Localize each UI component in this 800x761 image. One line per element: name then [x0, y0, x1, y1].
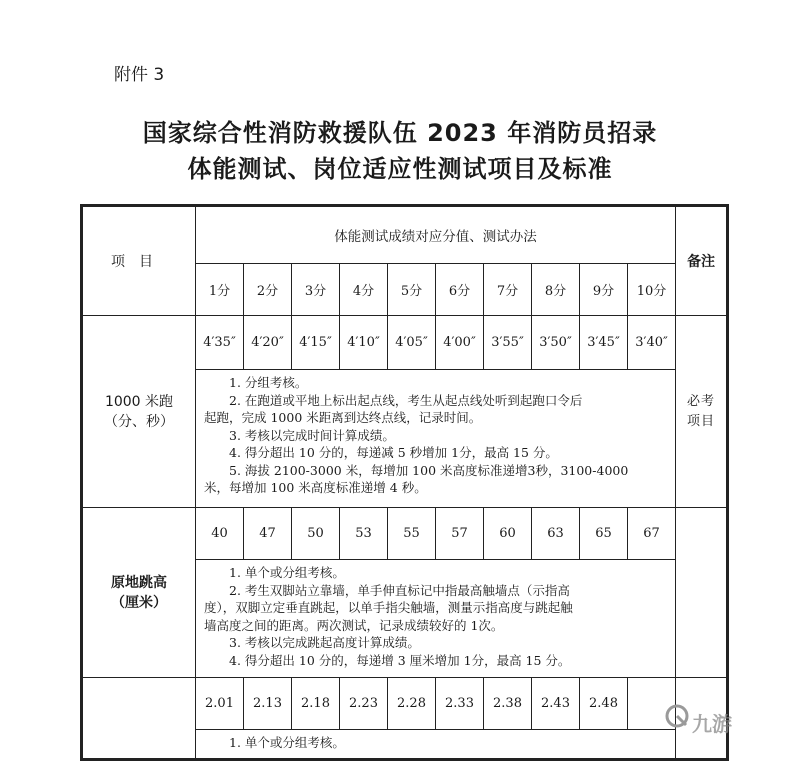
value-cell: 40 [196, 508, 244, 560]
item-note-run: 必考 项目 [676, 316, 728, 508]
item-name-jump: 原地跳高 （厘米） [82, 508, 196, 678]
score-cell: 9分 [580, 264, 628, 316]
value-cell: 55 [388, 508, 436, 560]
jump-values-row [82, 508, 728, 560]
run-values-row [82, 316, 728, 370]
value-cell: 2.38 [484, 678, 532, 730]
item-name-row3 [82, 678, 196, 760]
value-cell: 2.01 [196, 678, 244, 730]
value-cell: 4′15″ [292, 316, 340, 370]
method-line: 墙高度之间的距离。两次测试，记录成绩较好的 1次。 [204, 617, 504, 633]
item-name-run: 1000 米跑 （分、秒） [82, 316, 196, 508]
score-cell: 5分 [388, 264, 436, 316]
score-cell: 2分 [244, 264, 292, 316]
score-cell: 10分 [628, 264, 676, 316]
method-line: 4. 得分超出 10 分的，每递减 5 秒增加 1分，最高 15 分。 [229, 445, 558, 460]
method-run [196, 370, 676, 508]
value-cell: 65 [580, 508, 628, 560]
method-line: 起跑，完成 1000 米距离到达终点线，记录时间。 [204, 410, 482, 425]
method-line: 1. 分组考核。 [229, 375, 308, 390]
value-cell: 63 [532, 508, 580, 560]
value-cell: 2.43 [532, 678, 580, 730]
value-cell: 67 [628, 508, 676, 560]
method-line: 2. 在跑道或平地上标出起点线，考生从起点线处听到起跑口令后 [229, 392, 583, 408]
score-cell: 6分 [436, 264, 484, 316]
method-line: 米，每增加 100 米高度标准递增 4 秒。 [204, 480, 427, 495]
method-row3 [196, 730, 676, 760]
method-line: 4. 得分超出 10 分的，每递增 3 厘米增加 1分，最高 15 分。 [229, 652, 571, 668]
value-cell: 2.18 [292, 678, 340, 730]
score-cell: 7分 [484, 264, 532, 316]
value-cell: 4′00″ [436, 316, 484, 370]
method-line: 度），双脚立定垂直跳起，以单手指尖触墙，测量示指高度与跳起触 [204, 600, 573, 615]
value-cell: 50 [292, 508, 340, 560]
attachment-label: 附件 3 [114, 65, 165, 85]
header-main: 体能测试成绩对应分值、测试办法 [196, 206, 676, 264]
value-cell: 4′20″ [244, 316, 292, 370]
value-cell: 47 [244, 508, 292, 560]
value-cell: 3′55″ [484, 316, 532, 370]
watermark-text: 九游 [692, 712, 732, 736]
value-cell: 2.13 [244, 678, 292, 730]
watermark-logo-icon [664, 703, 690, 729]
value-cell: 53 [340, 508, 388, 560]
value-cell: 4′35″ [196, 316, 244, 370]
row3-values-row [82, 678, 728, 730]
score-cell: 4分 [340, 264, 388, 316]
method-line: 2. 考生双脚站立靠墙，单手伸直标记中指最高触墙点（示指高 [229, 582, 570, 598]
value-cell: 2.28 [388, 678, 436, 730]
method-line: 1. 单个或分组考核。 [229, 565, 345, 580]
method-line: 3. 考核以完成时间计算成绩。 [229, 427, 395, 443]
value-cell: 2.33 [436, 678, 484, 730]
document-title-line1: 国家综合性消防救援队伍 2023 年消防员招录 [142, 119, 658, 147]
value-cell: 3′45″ [580, 316, 628, 370]
item-note-jump [676, 508, 728, 678]
value-cell: 60 [484, 508, 532, 560]
value-cell: 3′50″ [532, 316, 580, 370]
value-cell: 3′40″ [628, 316, 676, 370]
method-jump [196, 560, 676, 678]
standards-table [80, 204, 729, 761]
method-line: 1. 单个或分组考核。 [229, 735, 345, 750]
header-item: 项目 [82, 206, 196, 316]
value-cell: 2.48 [580, 678, 628, 730]
value-cell: 57 [436, 508, 484, 560]
score-cell: 1分 [196, 264, 244, 316]
document-title-line2: 体能测试、岗位适应性测试项目及标准 [187, 155, 613, 183]
header-note: 备注 [676, 206, 728, 316]
value-cell: 2.23 [340, 678, 388, 730]
score-cell: 8分 [532, 264, 580, 316]
score-cell: 3分 [292, 264, 340, 316]
method-line: 5. 海拔 2100-3000 米，每增加 100 米高度标准递增3秒，3100-4000 [229, 462, 629, 478]
method-line: 3. 考核以完成跳起高度计算成绩。 [229, 635, 420, 650]
value-cell: 4′05″ [388, 316, 436, 370]
value-cell: 4′10″ [340, 316, 388, 370]
